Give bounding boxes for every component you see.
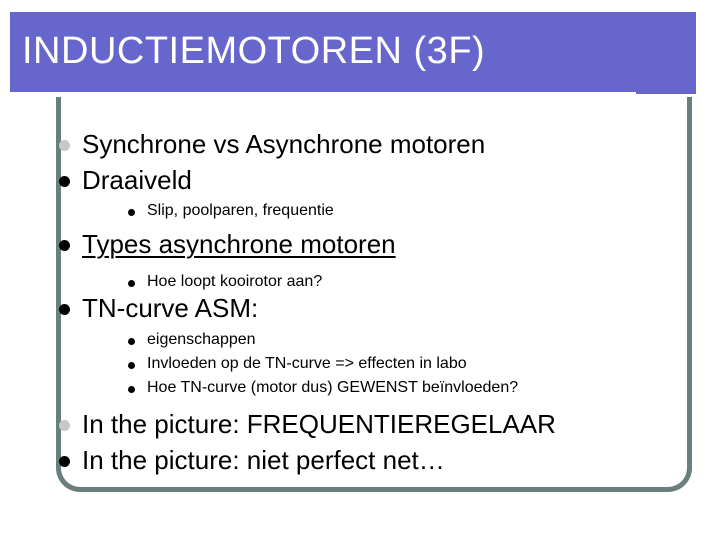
subbullet-kooirotor: Hoe loopt kooirotor aan? (147, 273, 323, 290)
bullet-dot-icon (128, 338, 135, 345)
subbullet-gewenst: Hoe TN-curve (motor dus) GEWENST beïnvloeden? (147, 379, 519, 396)
slide-title: INDUCTIEMOTOREN (3F) (22, 30, 486, 72)
bullet-dot-icon (128, 209, 135, 216)
bullet-types-link[interactable]: Types asynchrone motoren (82, 229, 396, 259)
subbullet-slip: Slip, poolparen, frequentie (147, 202, 334, 219)
bullet-dot-icon (59, 456, 70, 467)
bullet-tn-curve: TN-curve ASM: (82, 293, 259, 323)
bullet-dot-icon (59, 240, 70, 251)
bullet-dot-icon (59, 420, 70, 431)
bullet-dot-icon (128, 362, 135, 369)
bullet-synchrone: Synchrone vs Asynchrone motoren (82, 129, 486, 159)
subbullet-eigenschappen: eigenschappen (147, 331, 256, 348)
bullet-net: In the picture: niet perfect net… (82, 445, 445, 475)
bullet-dot-icon (59, 304, 70, 315)
bullet-draaiveld: Draaiveld (82, 165, 192, 195)
bullet-dot-icon (59, 140, 70, 151)
bullet-frequentieregelaar: In the picture: FREQUENTIEREGELAAR (82, 409, 556, 439)
bullet-dot-icon (128, 280, 135, 287)
bullet-dot-icon (128, 386, 135, 393)
bullet-dot-icon (59, 176, 70, 187)
subbullet-invloeden: Invloeden op de TN-curve => effecten in labo (147, 355, 467, 372)
